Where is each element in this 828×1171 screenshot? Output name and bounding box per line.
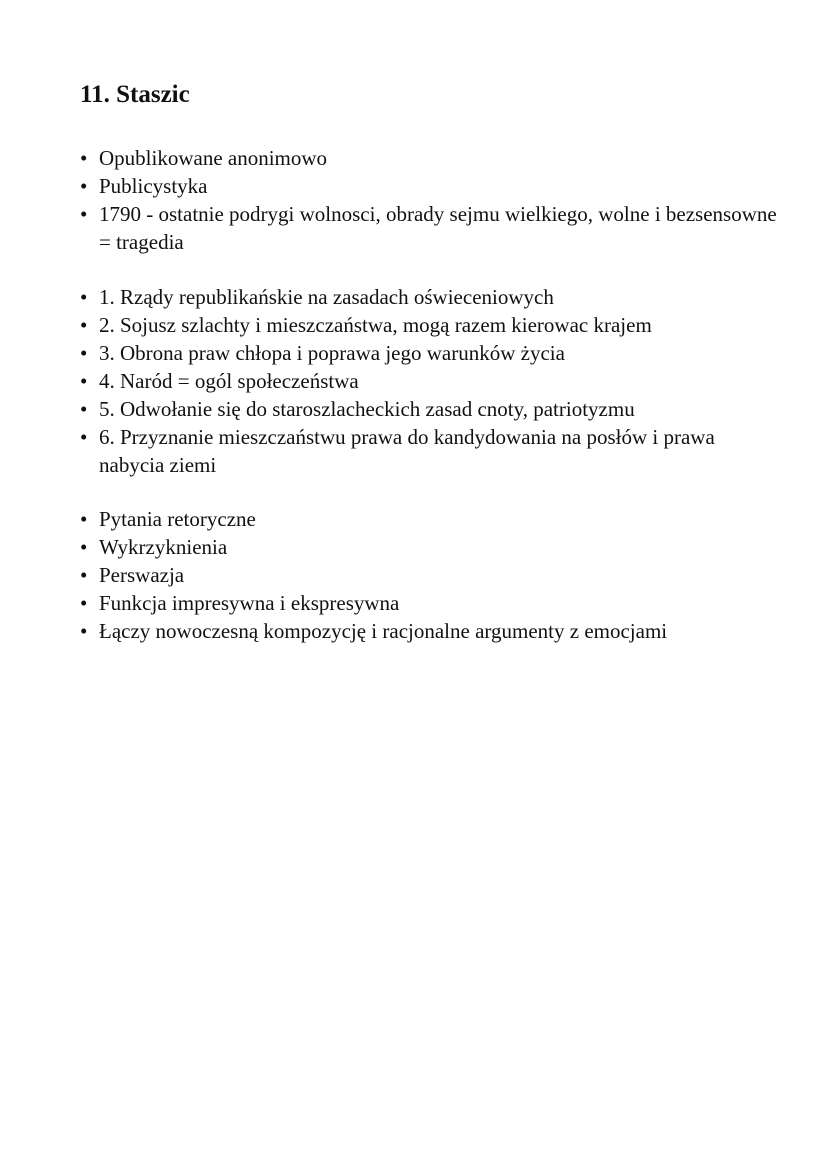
bullet-icon: • <box>80 174 88 198</box>
list-item <box>80 311 780 339</box>
bullet-list-postulates <box>80 283 780 479</box>
list-item-text: 2. Sojusz szlachty i mieszczaństwa, mogą razem kierowac krajem <box>99 313 652 337</box>
bullet-icon: • <box>80 507 88 531</box>
list-item <box>80 395 780 423</box>
bullet-icon: • <box>80 202 88 226</box>
bullet-icon: • <box>80 285 88 309</box>
list-item <box>80 367 780 395</box>
bullet-icon: • <box>80 425 88 449</box>
list-item-text: Publicystyka <box>99 174 208 198</box>
bullet-icon: • <box>80 397 88 421</box>
list-item-text: Wykrzyknienia <box>99 535 228 559</box>
list-item <box>80 339 780 367</box>
bullet-icon: • <box>80 341 88 365</box>
bullet-icon: • <box>80 591 88 615</box>
list-item-text: Perswazja <box>99 563 185 587</box>
list-item <box>80 533 780 561</box>
bullet-icon: • <box>80 535 88 559</box>
list-item <box>80 561 780 589</box>
page-title: 11. Staszic <box>80 81 190 108</box>
list-item <box>80 589 780 617</box>
bullet-icon: • <box>80 619 88 643</box>
bullet-icon: • <box>80 146 88 170</box>
list-item-text: Łączy nowoczesną kompozycję i racjonalne argumenty z emocjami <box>99 619 668 643</box>
bullet-icon: • <box>80 369 88 393</box>
list-item-text: Opublikowane anonimowo <box>99 146 328 170</box>
list-item <box>80 283 780 311</box>
list-item-text: 4. Naród = ogól społeczeństwa <box>99 369 359 393</box>
list-item-text: 3. Obrona praw chłopa i poprawa jego warunków życia <box>99 341 565 365</box>
list-item <box>80 172 780 200</box>
list-item <box>80 144 780 172</box>
bullet-list-intro <box>80 144 780 256</box>
list-item-text: 5. Odwołanie się do staroszlacheckich zasad cnoty, patriotyzmu <box>99 397 635 421</box>
list-item <box>80 423 780 479</box>
bullet-list-devices <box>80 505 780 645</box>
list-item-text: 6. Przyznanie mieszczaństwu prawa do kandydowania na posłów i prawa nabycia ziemi <box>99 425 715 477</box>
bullet-icon: • <box>80 563 88 587</box>
list-item-text: Pytania retoryczne <box>99 507 256 531</box>
list-item-text: Funkcja impresywna i ekspresywna <box>99 591 400 615</box>
list-item-text: 1. Rządy republikańskie na zasadach oświeceniowych <box>99 285 554 309</box>
list-item <box>80 200 780 256</box>
bullet-icon: • <box>80 313 88 337</box>
list-item <box>80 617 780 645</box>
list-item-text: 1790 - ostatnie podrygi wolnosci, obrady sejmu wielkiego, wolne i bezsensowne = tragedia <box>99 202 777 254</box>
list-item <box>80 505 780 533</box>
